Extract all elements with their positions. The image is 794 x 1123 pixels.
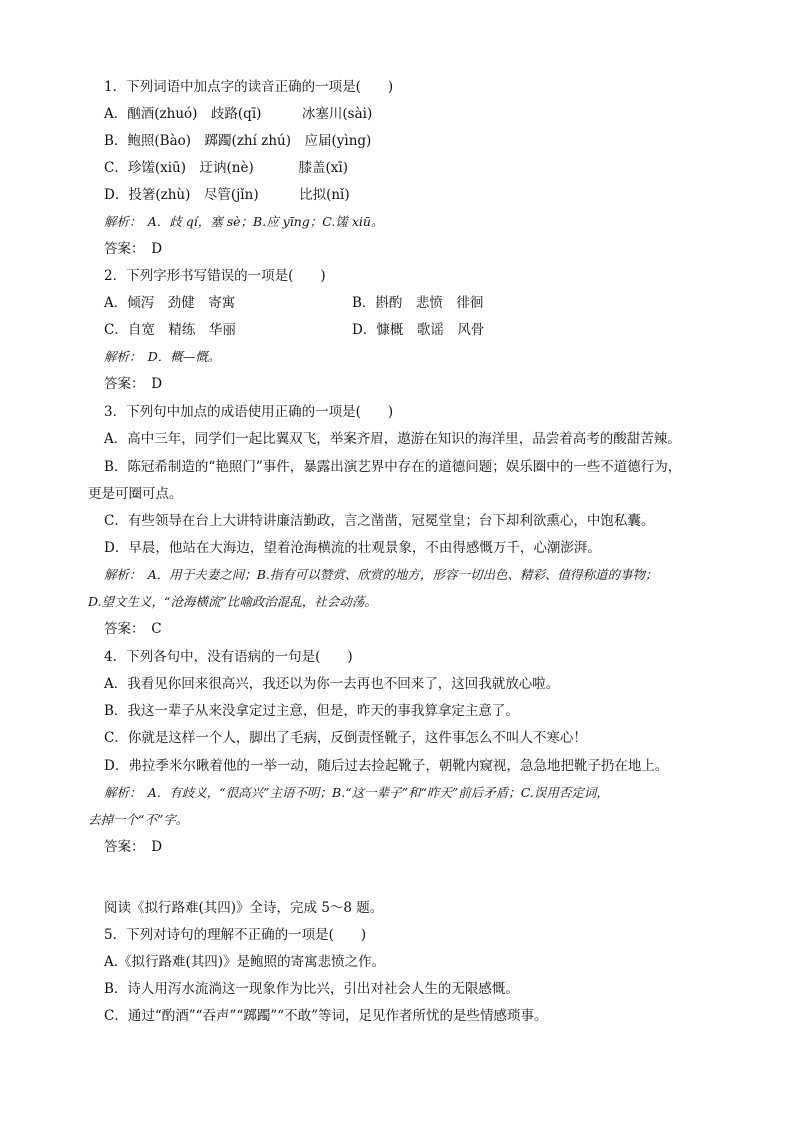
q3-option-c: C．有些领导在台上大讲特讲廉洁勤政，言之凿凿，冠冕堂皇；台下却利欲熏心，中饱私囊。: [104, 513, 655, 529]
q5-stem: 5．下列对诗句的理解不正确的一项是( ): [104, 927, 367, 943]
q4-answer: 答案： D: [104, 839, 163, 855]
q1-stem: 1．下列词语中加点字的读音正确的一项是( ): [104, 79, 394, 95]
q5-option-a: A.《拟行路难(其四)》是鲍照的寄寓悲愤之作。: [104, 954, 386, 970]
q1-analysis: 解析： A．歧 qí，塞 sè；B.应 yīng；C.馐 xiū。: [104, 214, 384, 229]
q1-option-a: A．酗酒(zhuó) 歧路(qī) 冰塞川(sài): [104, 106, 373, 122]
q3-stem: 3．下列句中加点的成语使用正确的一项是( ): [104, 404, 394, 420]
q2-option-a: A．倾泻 劲健 寄寓: [104, 295, 236, 311]
q3-option-a: A．高中三年，同学们一起比翼双飞，举案齐眉，遨游在知识的海洋里，品尝着高考的酸甜苦辣。: [104, 431, 681, 447]
q4-stem: 4．下列各句中，没有语病的一句是( ): [104, 649, 353, 665]
q4-option-c: C．你就是这样一个人，脚出了毛病，反倒责怪靴子，这件事怎么不叫人不寒心！: [104, 730, 587, 746]
q3-answer: 答案： C: [104, 621, 162, 637]
q1-answer: 答案： D: [104, 241, 163, 257]
q1-option-c: C．珍馐(xiū) 迂讷(nè) 膝盖(xī): [104, 160, 348, 176]
q1-option-b: B．鲍照(Bào) 踯躅(zhí zhú) 应届(yìng): [104, 133, 372, 149]
q2-stem: 2．下列字形书写错误的一项是( ): [104, 268, 326, 284]
q4-analysis-line2: 去掉一个“不”字。: [88, 812, 189, 827]
q3-option-d: D．早晨，他站在大海边，望着沧海横流的壮观景象，不由得感慨万千，心潮澎湃。: [104, 540, 601, 556]
q3-analysis-line2: D.望文生义，“沧海横流”比喻政治混乱，社会动荡。: [88, 594, 377, 609]
q3-option-b-line1: B．陈冠希制造的“艳照门”事件，暴露出演艺界中存在的道德问题；娱乐圈中的一些不道德行为，: [104, 459, 682, 475]
q4-analysis-line1: 解析： A．有歧义，“很高兴”主语不明；B.“这一辈子”和“昨天”前后矛盾；C.误用否定词，: [104, 785, 609, 800]
q3-option-b-line2: 更是可圈可点。: [88, 486, 183, 502]
q2-answer: 答案： D: [104, 376, 163, 392]
q2-option-d: D．慷概 歌谣 风骨: [352, 322, 485, 338]
q5-option-c: C．通过“酌酒”“吞声”“踯躅”“不敢”等词，足见作者所忧的是些情感琐事。: [104, 1008, 548, 1024]
q4-option-b: B．我这一辈子从来没拿定过主意，但是，昨天的事我算拿定主意了。: [104, 703, 519, 719]
q3-analysis-line1: 解析： A．用于夫妻之间；B.指有可以赞赏、欣赏的地方，形容一切出色、精彩、值得称道的事物；: [104, 567, 658, 582]
q1-option-d: D．投箸(zhù) 尽管(jǐn) 比拟(nǐ): [104, 187, 350, 203]
reading-intro: 阅读《拟行路难(其四)》全诗，完成 5～8 题。: [104, 900, 384, 916]
q2-option-c: C．自宽 精练 华丽: [104, 322, 236, 338]
q5-option-b: B．诗人用泻水流淌这一现象作为比兴，引出对社会人生的无限感慨。: [104, 981, 519, 997]
q2-option-b: B．斟酌 悲愤 徘徊: [352, 295, 484, 311]
q4-option-d: D．弗拉季米尔瞅着他的一举一动，随后过去捡起靴子，朝靴内窥视，急急地把靴子扔在地上。: [104, 758, 669, 774]
q2-analysis: 解析： D．概—慨。: [104, 349, 221, 364]
q4-option-a: A．我看见你回来很高兴，我还以为你一去再也不回来了，这回我就放心啦。: [104, 676, 560, 692]
